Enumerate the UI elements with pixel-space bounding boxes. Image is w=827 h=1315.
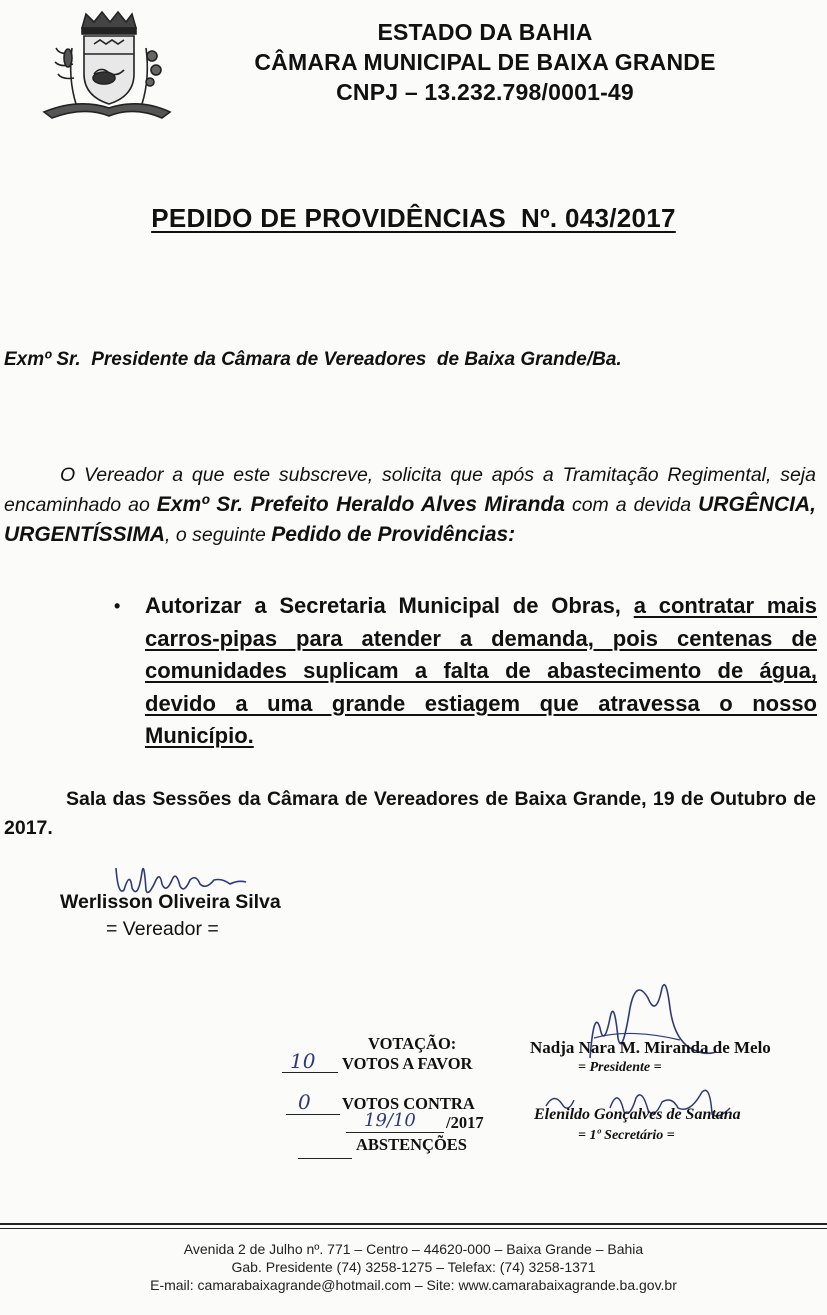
voting-title: VOTAÇÃO:	[368, 1034, 457, 1053]
vote-date-line	[346, 1132, 444, 1133]
header-cnpj: CNPJ – 13.232.798/0001-49	[336, 79, 634, 105]
footer-contact: E-mail: camarabaixagrande@hotmail.com – Site: www.camarabaixagrande.ba.gov.br	[150, 1277, 677, 1293]
list-item	[112, 590, 817, 753]
request-intro: Autorizar a Secretaria Municipal de Obras,	[145, 593, 634, 618]
footer-address: Avenida 2 de Julho nº. 771 – Centro – 44620-000 – Baixa Grande – Bahia	[183, 1241, 644, 1257]
document-title: PEDIDO DE PROVIDÊNCIAS Nº. 043/2017	[151, 203, 676, 233]
votes-favor-label: VOTOS A FAVOR	[342, 1054, 473, 1073]
body-request-heading: Pedido de Providências:	[271, 523, 516, 546]
vote-date-handwritten: 19/10	[364, 1110, 416, 1131]
bullet-icon: •	[114, 596, 121, 616]
abstentions-label: ABSTENÇÕES	[356, 1135, 467, 1154]
secretary-role: = 1º Secretário =	[578, 1128, 675, 1143]
body-paragraph	[4, 461, 816, 550]
body-text-1: O Vereador a que este subscreve, solicita que após a Tramitação Regimental, seja encaminhado ao	[4, 464, 816, 516]
votes-favor-line	[282, 1072, 338, 1073]
president-name: Nadja Nara M. Miranda de Melo	[530, 1038, 771, 1057]
closing-text: Sala das Sessões da Câmara de Vereadores de Baixa Grande, 19 de Outubro de 2017.	[4, 788, 816, 839]
body-mayor: Exmº Sr. Prefeito Heraldo Alves Miranda	[156, 493, 565, 516]
votes-contra-line	[286, 1114, 340, 1115]
municipal-coat-of-arms-icon	[38, 8, 176, 120]
secretary-name: Elenildo Gonçalves de Santana	[534, 1106, 741, 1123]
votes-favor-count: 10	[290, 1049, 316, 1073]
header-state: ESTADO DA BAHIA	[377, 19, 593, 45]
closing-paragraph	[4, 785, 816, 843]
signer-role: = Vereador =	[106, 918, 219, 940]
body-urgency: URGÊNCIA, URGENTÍSSIMA	[4, 493, 816, 546]
abstentions-line	[298, 1158, 352, 1159]
votes-contra-label: VOTOS CONTRA	[342, 1094, 475, 1113]
president-role: = Presidente =	[578, 1060, 662, 1075]
footer-phones: Gab. Presidente (74) 3258-1275 – Telefax: (74) 3258-1371	[231, 1259, 596, 1275]
footer-rule	[0, 1223, 827, 1225]
salutation: Exmº Sr. Presidente da Câmara de Vereadores de Baixa Grande/Ba.	[4, 349, 622, 370]
request-list	[112, 590, 817, 753]
request-underlined-text: a contratar mais carros-pipas para atender a demanda, pois centenas de comunidades suplicam a falta de abastecimento de água, devido a uma grande estiagem que atravessa o nosso Município.	[145, 593, 817, 748]
footer-rule-thin	[0, 1228, 827, 1229]
body-text-2: com a devida	[564, 494, 699, 516]
signer-name: Werlisson Oliveira Silva	[60, 891, 281, 913]
body-text-3: , o seguinte	[165, 524, 272, 546]
header-chamber: CÂMARA MUNICIPAL DE BAIXA GRANDE	[254, 49, 716, 75]
vote-date-year: /2017	[446, 1113, 484, 1132]
votes-contra-count: 0	[298, 1090, 311, 1114]
